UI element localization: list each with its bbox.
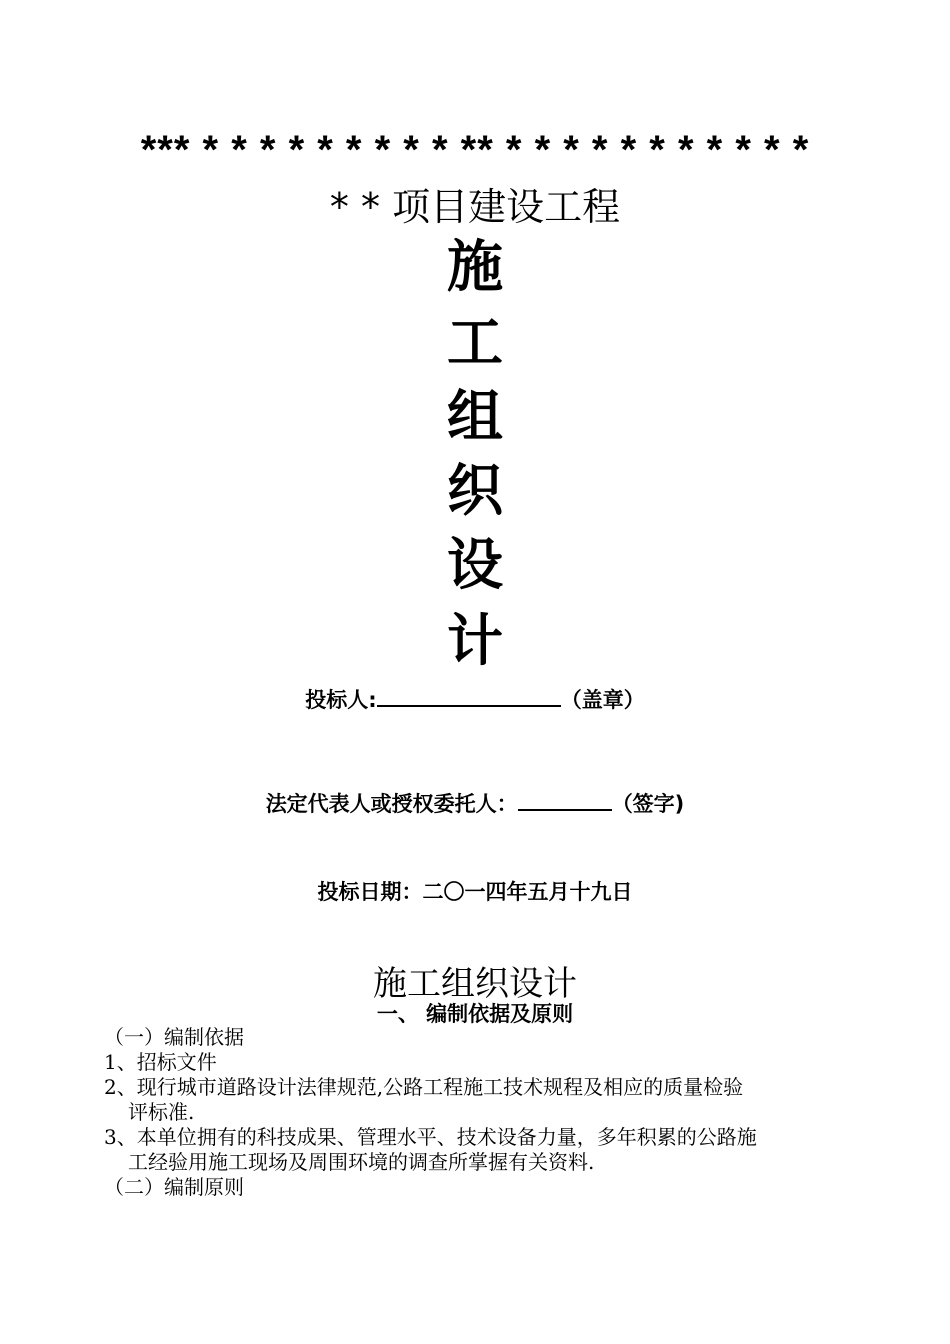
big-title-char-4: 织: [447, 459, 503, 524]
big-title-char-6: 计: [447, 609, 503, 674]
body-line-item-2: 2、现行城市道路设计法律规范,公路工程施工技术规程及相应的质量检验: [104, 1075, 744, 1099]
body-line-item-3-cont: 工经验用施工现场及周围环境的调查所掌握有关资料.: [128, 1150, 595, 1174]
body-line-item-3: 3、本单位拥有的科技成果、管理水平、技术设备力量，多年积累的公路施: [104, 1125, 757, 1149]
project-title-line1: *** * * * * * * * * * ** * * * * * * * * * * *: [140, 128, 810, 172]
body-line-item-1: 1、招标文件: [104, 1050, 217, 1074]
representative-suffix: （签字): [611, 792, 685, 816]
body-line-item-2-cont: 评标准.: [128, 1100, 195, 1124]
big-title-char-1: 施: [447, 235, 503, 300]
big-title-char-2: 工: [447, 311, 503, 376]
bid-date: 投标日期：二〇一四年五月十九日: [317, 880, 633, 904]
section-title: 施工组织设计: [373, 964, 577, 1004]
bidder-line: [0, 684, 950, 714]
section-subtitle: 一、 编制依据及原则: [376, 1002, 574, 1026]
big-title-char-5: 设: [447, 533, 503, 598]
project-title-line2: * * 项目建设工程: [329, 185, 621, 229]
body-line-basis-heading: （一）编制依据: [104, 1025, 244, 1049]
representative-line: [0, 788, 950, 818]
bidder-suffix: （盖章）: [560, 688, 645, 712]
body-line-principles-heading: （二）编制原则: [104, 1175, 244, 1199]
bidder-label: 投标人:: [305, 688, 377, 712]
representative-blank: [518, 791, 612, 811]
bidder-blank: [377, 687, 561, 707]
big-title-char-3: 组: [447, 385, 503, 450]
representative-label: 法定代表人或授权委托人：: [265, 792, 518, 816]
